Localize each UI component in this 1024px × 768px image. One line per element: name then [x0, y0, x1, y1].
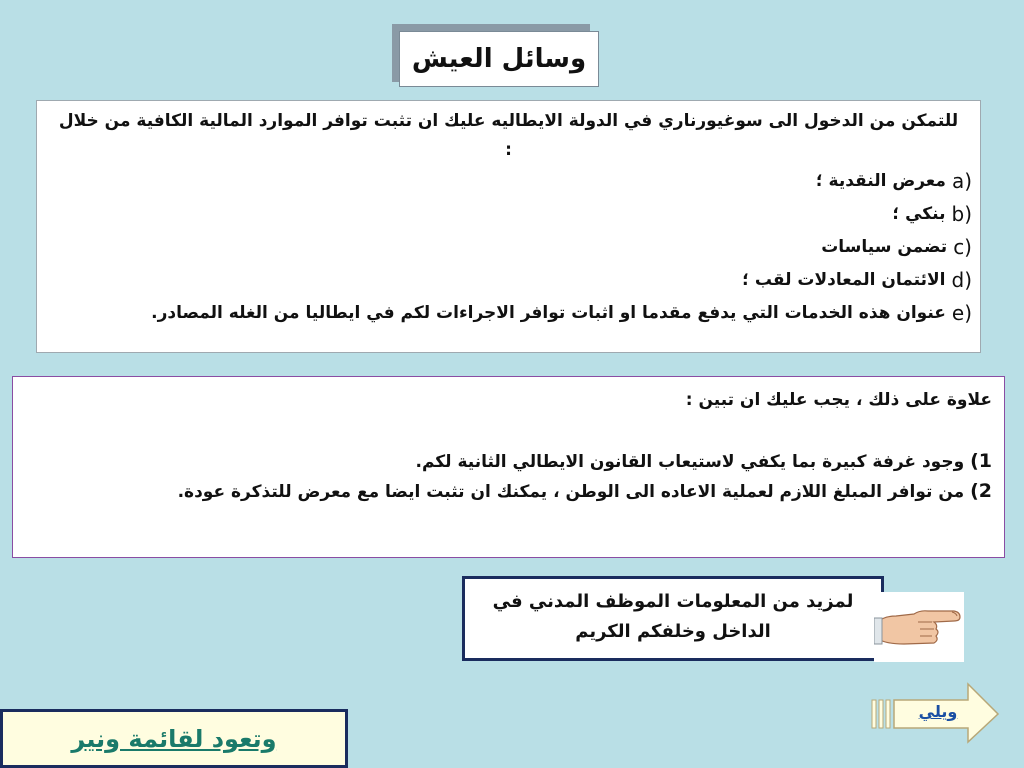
- item-number: 2): [970, 480, 992, 502]
- list-item: [45, 297, 972, 330]
- list-item-text: بنكي ؛: [892, 204, 946, 224]
- list-item-label: b): [951, 202, 972, 226]
- list-item-label: e): [951, 301, 972, 325]
- list-item-text: عنوان هذه الخدمات التي يدفع مقدما او اثبات توافر الاجراءات لكم في ايطاليا من الغله المصادر.: [151, 303, 946, 323]
- additional-requirements-box: [12, 376, 1005, 558]
- list-item-label: d): [951, 268, 972, 292]
- pointing-hand-icon: [874, 592, 964, 662]
- spacer: [25, 415, 992, 446]
- more-info-line-1: لمزيد من المعلومات الموظف المدني في: [492, 591, 854, 612]
- list-item-text: الائتمان المعادلات لقب ؛: [742, 270, 946, 290]
- next-link[interactable]: ويلي: [918, 702, 958, 721]
- requirements-intro: للتمكن من الدخول الى سوغيورناري في الدولة الايطاليه عليك ان تثبت توافر الموارد المالية الكافية من خلال :: [58, 111, 959, 160]
- page-title: وسائل العيش: [399, 31, 599, 87]
- list-item-text: تضمن سياسات: [821, 237, 948, 257]
- more-info-line-2: الداخل وخلفكم الكريم: [575, 621, 771, 642]
- item-text: وجود غرفة كبيرة بما يكفي لاستيعاب القانون الايطالي الثانية لكم.: [415, 452, 965, 472]
- financial-requirements-box: [36, 100, 981, 353]
- list-item-label: c): [953, 235, 972, 259]
- back-to-menu-box[interactable]: [0, 709, 348, 768]
- item-text: من توافر المبلغ اللازم لعملية الاعاده الى الوطن ، يمكنك ان تثبت ايضا مع معرض للتذكرة عودة.: [177, 482, 965, 502]
- numbered-item: [25, 446, 992, 476]
- additional-intro: علاوة على ذلك ، يجب عليك ان تبين :: [685, 390, 992, 410]
- numbered-item: [25, 476, 992, 506]
- list-item: [45, 231, 972, 264]
- more-info-box[interactable]: [462, 576, 884, 661]
- list-item: [45, 264, 972, 297]
- list-item: [45, 198, 972, 231]
- item-number: 1): [970, 450, 992, 472]
- list-item-text: معرض النقدية ؛: [815, 171, 946, 191]
- list-item: [45, 165, 972, 198]
- back-to-menu-link[interactable]: وتعود لقائمة ونير: [71, 724, 277, 753]
- list-item-label: a): [951, 169, 972, 193]
